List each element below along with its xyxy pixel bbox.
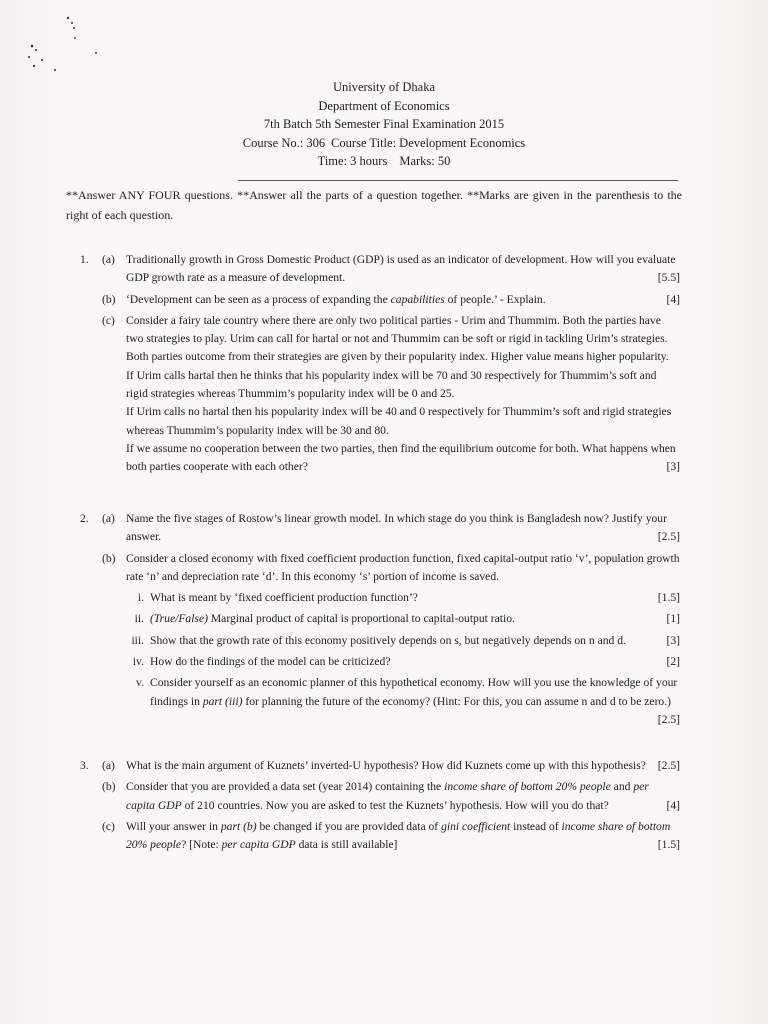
part-text: ‘Development can be seen as a process of expanding the capabilities of people.’ - Explain. [4] — [126, 291, 680, 309]
sub-text: How do the findings of the model can be criticized? [2] — [150, 655, 391, 668]
part-label: (a) — [102, 253, 115, 266]
part-marks: [2.5] — [657, 759, 680, 772]
part-label: (a) — [102, 759, 115, 772]
sub-text: Consider yourself as an economic planner of this hypothetical economy. How will you use the knowledge of your findings in part (iii) for planning the future of the economy? (Hint: For this, you can assume n and d to be zero.) [2.5] — [150, 676, 677, 707]
sub-marks: [2] — [666, 655, 680, 669]
time-marks-line — [0, 152, 768, 171]
question-number: 2. — [80, 512, 89, 525]
question-part — [80, 818, 680, 855]
question-part — [80, 312, 680, 477]
sub-question — [80, 653, 680, 671]
course-title: Course Title: Development Economics — [331, 135, 526, 150]
question-number: 1. — [80, 253, 89, 266]
question-number: 3. — [80, 759, 89, 772]
question-part — [80, 757, 680, 775]
part-label: (b) — [102, 292, 116, 306]
question-3 — [80, 757, 680, 857]
part-label: (c) — [102, 819, 115, 833]
part-text: Consider a closed economy with fixed coefficient production function, fixed capital-output ratio ‘v’, population growth rate ‘n’ and depreciation rate ‘d’. In this economy ‘s’ portion of income is saved. — [126, 551, 680, 583]
sub-marks: [2.5] — [657, 712, 680, 726]
part-marks: [3] — [666, 460, 680, 474]
part-text: Consider a fairy tale country where there are only two political parties - Urim and Thummim. Both the parties have two strategies to play. Urim can call for hartal or not and Thummim can be soft or rigid in tackling Urim’s strategies. Both parties outcome from their strategies are given by their popularity index. Higher value means higher popularity. If Urim calls hartal then he thinks that his popularity index will be 70 and 30 respectively for Thummim’s soft and rigid strategies whereas Thummim’s popularity index will be 0 and 25. If Urim calls no hartal then his popularity index will be 40 and 0 respectively for Thummim’s soft and rigid strategies whereas Thummim’s popularity index will be 30 and 80. If we assume no cooperation between the two parties, then find the equilibrium outcome for both. What happens when both parties cooperate with each other? [3] — [126, 312, 680, 477]
sub-label: iii. — [131, 633, 144, 647]
part-label: (c) — [102, 313, 115, 327]
sub-marks: [1] — [666, 612, 680, 626]
sub-label: ii. — [134, 612, 144, 626]
part-marks: [5.5] — [657, 271, 680, 285]
part-marks: [1.5] — [657, 838, 680, 852]
scan-specks — [20, 10, 120, 80]
sub-text: What is meant by ‘fixed coefficient production function’? [1.5] — [150, 591, 418, 604]
sub-label: v. — [136, 676, 144, 690]
part-text: Will your answer in part (b) be changed if you are provided data of gini coefficient instead of income share of bottom 20% people? [Note: per capita GDP data is still available] [1.5] — [126, 818, 680, 855]
university-name: University of Dhaka — [332, 80, 436, 94]
question-1 — [80, 251, 680, 480]
sub-question — [80, 674, 680, 726]
question-part — [80, 550, 680, 587]
question-2 — [80, 510, 680, 729]
sub-question — [80, 589, 680, 607]
part-label: (b) — [102, 780, 116, 794]
question-part — [80, 510, 680, 547]
sub-marks: [3] — [666, 633, 680, 647]
part-text: What is the main argument of Kuznets’ inverted-U hypothesis? How did Kuznets come up with this hypothesis? [2.5] — [126, 757, 680, 775]
exam-title: 7th Batch 5th Semester Final Examination 2015 — [263, 117, 505, 131]
part-marks: [4] — [666, 292, 680, 306]
exam-instructions: **Answer ANY FOUR questions. **Answer all the parts of a question together. **Marks are given in the parenthesis to the right of each question. — [66, 188, 682, 222]
sub-text: Show that the growth rate of this economy positively depends on s, but negatively depends on n and d. [3] — [150, 634, 626, 647]
course-line — [0, 134, 768, 153]
exam-time: Time: 3 hours — [317, 154, 388, 168]
sub-marks: [1.5] — [657, 591, 680, 605]
department-name: Department of Economics — [318, 98, 450, 113]
part-text: Consider that you are provided a data set (year 2014) containing the income share of bottom 20% people and per capita GDP of 210 countries. Now you are asked to test the Kuznets’ hypothesis. How will you do that? [4] — [126, 778, 680, 815]
part-text: Name the five stages of Rostow’s linear growth model. In which stage do you think is Bangladesh now? Justify your answer. [2.5] — [126, 510, 680, 547]
exam-header — [0, 78, 768, 171]
sub-question — [80, 610, 680, 628]
question-part — [80, 251, 680, 288]
question-part — [80, 778, 680, 815]
part-text: Traditionally growth in Gross Domestic Product (GDP) is used as an indicator of development. How will you evaluate GDP growth rate as a measure of development. [5.5] — [126, 251, 680, 288]
header-divider — [238, 180, 678, 181]
part-label: (a) — [102, 512, 115, 525]
course-number: Course No.: 306 — [242, 135, 326, 150]
exam-marks: Marks: 50 — [399, 154, 451, 168]
sub-text: (True/False) Marginal product of capital is proportional to capital-output ratio. [1] — [150, 612, 515, 625]
part-marks: [2.5] — [657, 530, 680, 544]
sub-label: iv. — [132, 655, 144, 669]
part-label: (b) — [102, 551, 116, 565]
sub-question — [80, 632, 680, 650]
part-marks: [4] — [666, 798, 680, 812]
sub-label: i. — [137, 591, 144, 605]
question-part — [80, 291, 680, 309]
